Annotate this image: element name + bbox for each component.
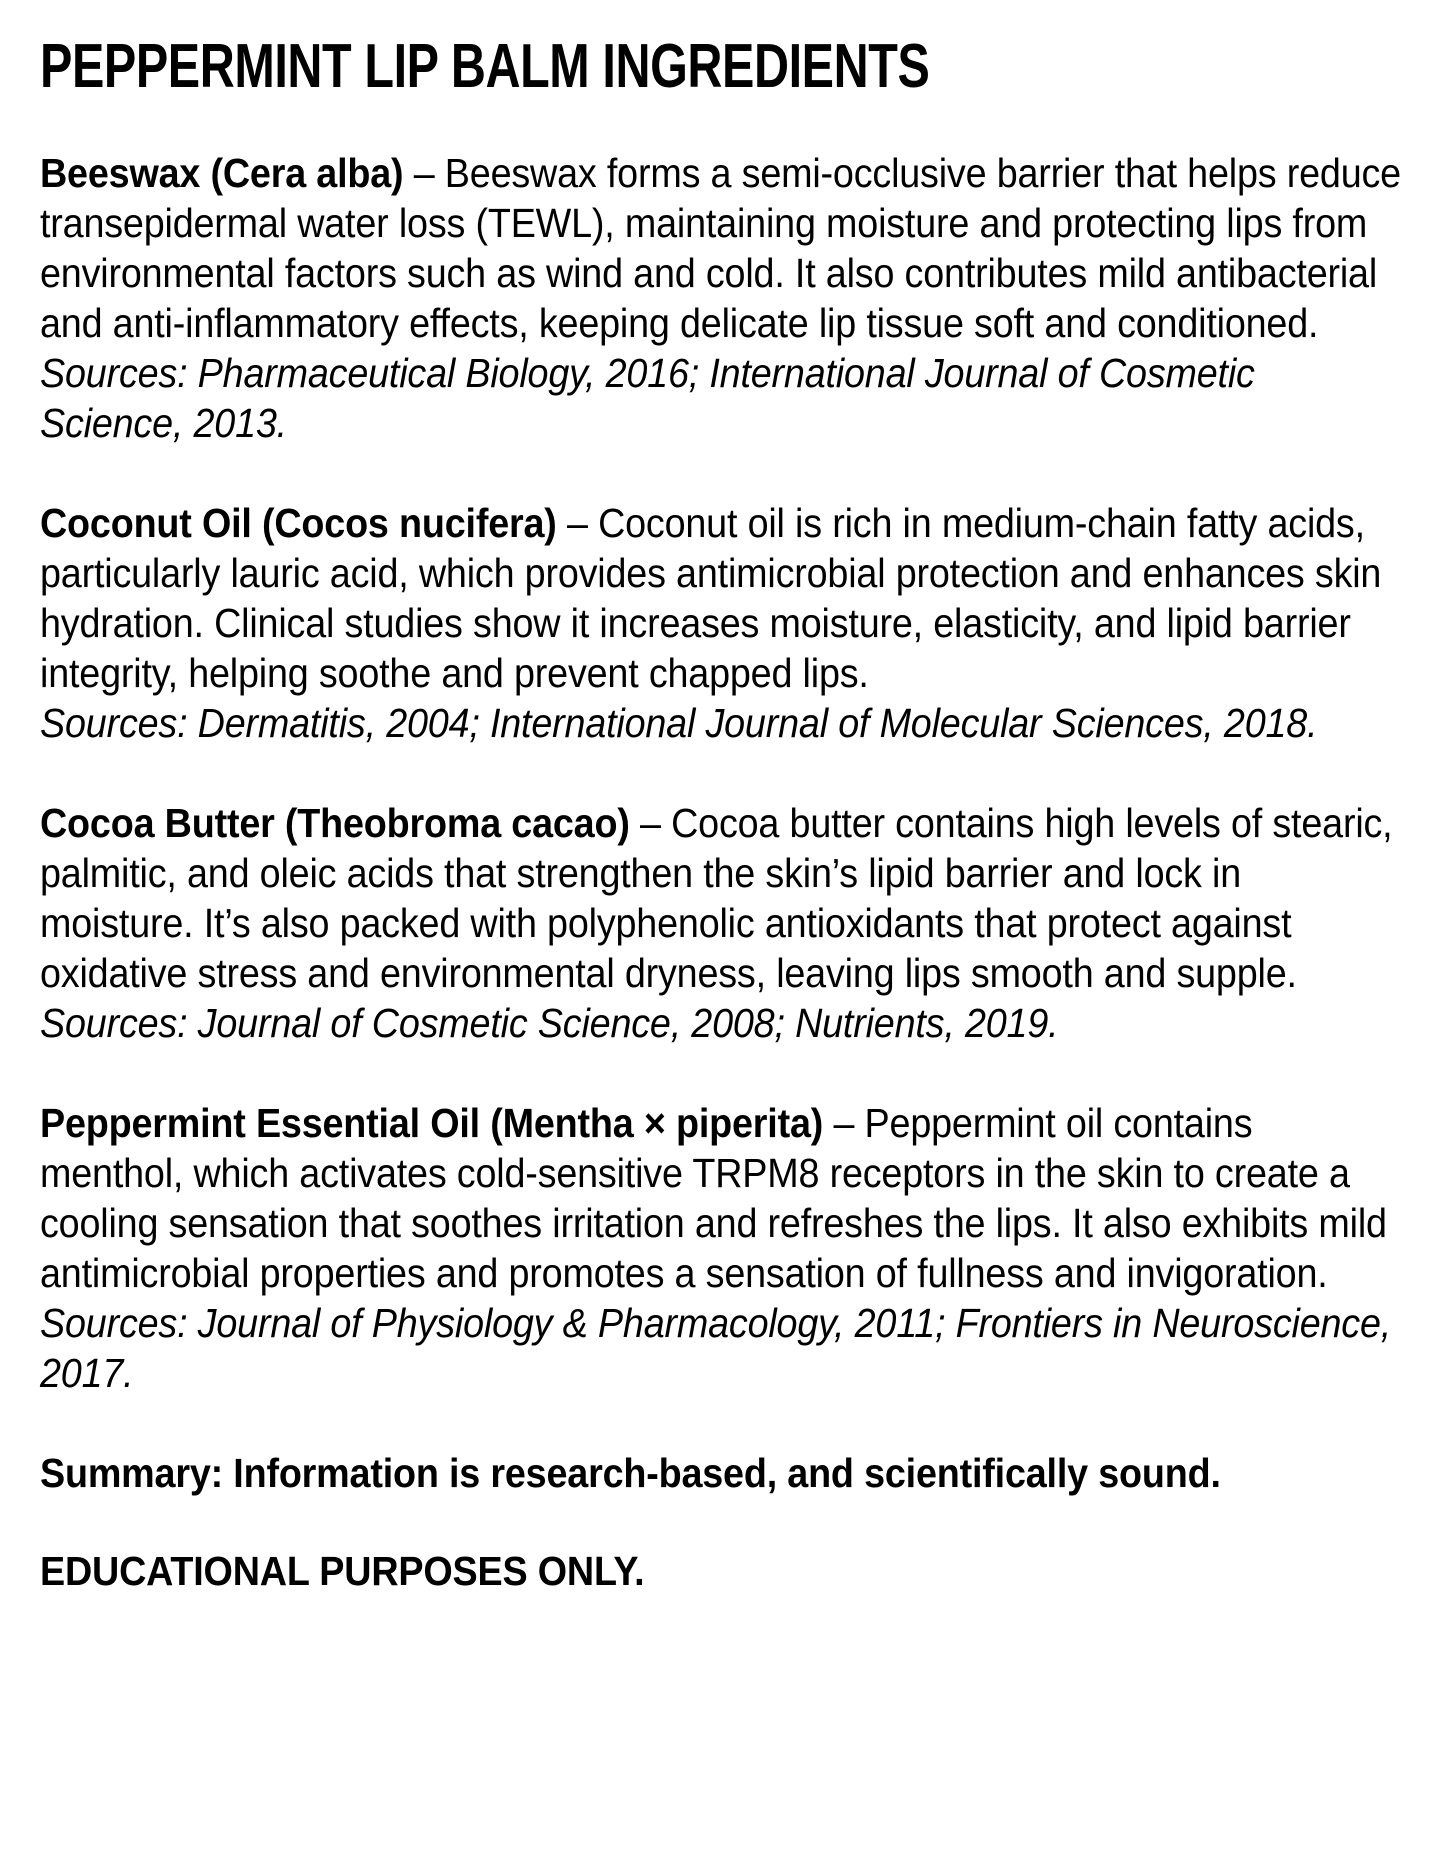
ingredient-description: – Peppermint oil contains menthol, which activates cold-sensitive TRPM8 receptors in the skin to create a cooling sensation that soothes irritation and refreshes the lips. It also exhibits mild antimicrobial properties and promotes a sensation of fullness and invigoration. <box>40 1100 1387 1296</box>
ingredient-paragraph <box>40 798 1402 998</box>
ingredient-sources: Sources: Journal of Cosmetic Science, 2008; Nutrients, 2019. <box>40 1000 1059 1046</box>
ingredient-section-cocoa-butter <box>40 798 1402 1048</box>
ingredient-description: – Cocoa butter contains high levels of stearic, palmitic, and oleic acids that strengthen the skin’s lipid barrier and lock in moisture. It’s also packed with polyphenolic antioxidants that protect against oxidative stress and environmental dryness, leaving lips smooth and supple. <box>40 800 1393 996</box>
ingredient-sources: Sources: Dermatitis, 2004; International Journal of Molecular Sciences, 2018. <box>40 700 1318 746</box>
page-title: PEPPERMINT LIP BALM INGREDIENTS <box>40 32 930 101</box>
ingredient-sources: Sources: Journal of Physiology & Pharmacology, 2011; Frontiers in Neuroscience, 2017. <box>40 1300 1392 1396</box>
ingredient-section-coconut-oil <box>40 498 1402 748</box>
disclaimer-text: EDUCATIONAL PURPOSES ONLY. <box>40 1548 645 1594</box>
document-body <box>40 32 1402 1596</box>
ingredient-name: Coconut Oil (Cocos nucifera) <box>40 500 557 546</box>
ingredient-paragraph <box>40 148 1402 348</box>
ingredient-name: Cocoa Butter (Theobroma cacao) <box>40 800 630 846</box>
ingredient-sources: Sources: Pharmaceutical Biology, 2016; International Journal of Cosmetic Science, 2013. <box>40 350 1255 446</box>
ingredient-section-beeswax <box>40 148 1402 448</box>
ingredient-paragraph <box>40 1098 1402 1298</box>
summary-text: Summary: Information is research-based, and scientifically sound. <box>40 1450 1221 1496</box>
ingredient-description: – Coconut oil is rich in medium-chain fatty acids, particularly lauric acid, which provides antimicrobial protection and enhances skin hydration. Clinical studies show it increases moisture, elasticity, and lipid barrier integrity, helping soothe and prevent chapped lips. <box>40 500 1382 696</box>
ingredient-paragraph <box>40 498 1402 698</box>
ingredient-name: Peppermint Essential Oil (Mentha × piperita) <box>40 1100 824 1146</box>
ingredient-section-peppermint-oil <box>40 1098 1402 1398</box>
ingredient-description: – Beeswax forms a semi-occlusive barrier that helps reduce transepidermal water loss (TEWL), maintaining moisture and protecting lips from environmental factors such as wind and cold. It also contributes mild antibacterial and anti-inflammatory effects, keeping delicate lip tissue soft and conditioned. <box>40 150 1401 346</box>
ingredient-name: Beeswax (Cera alba) <box>40 150 404 196</box>
